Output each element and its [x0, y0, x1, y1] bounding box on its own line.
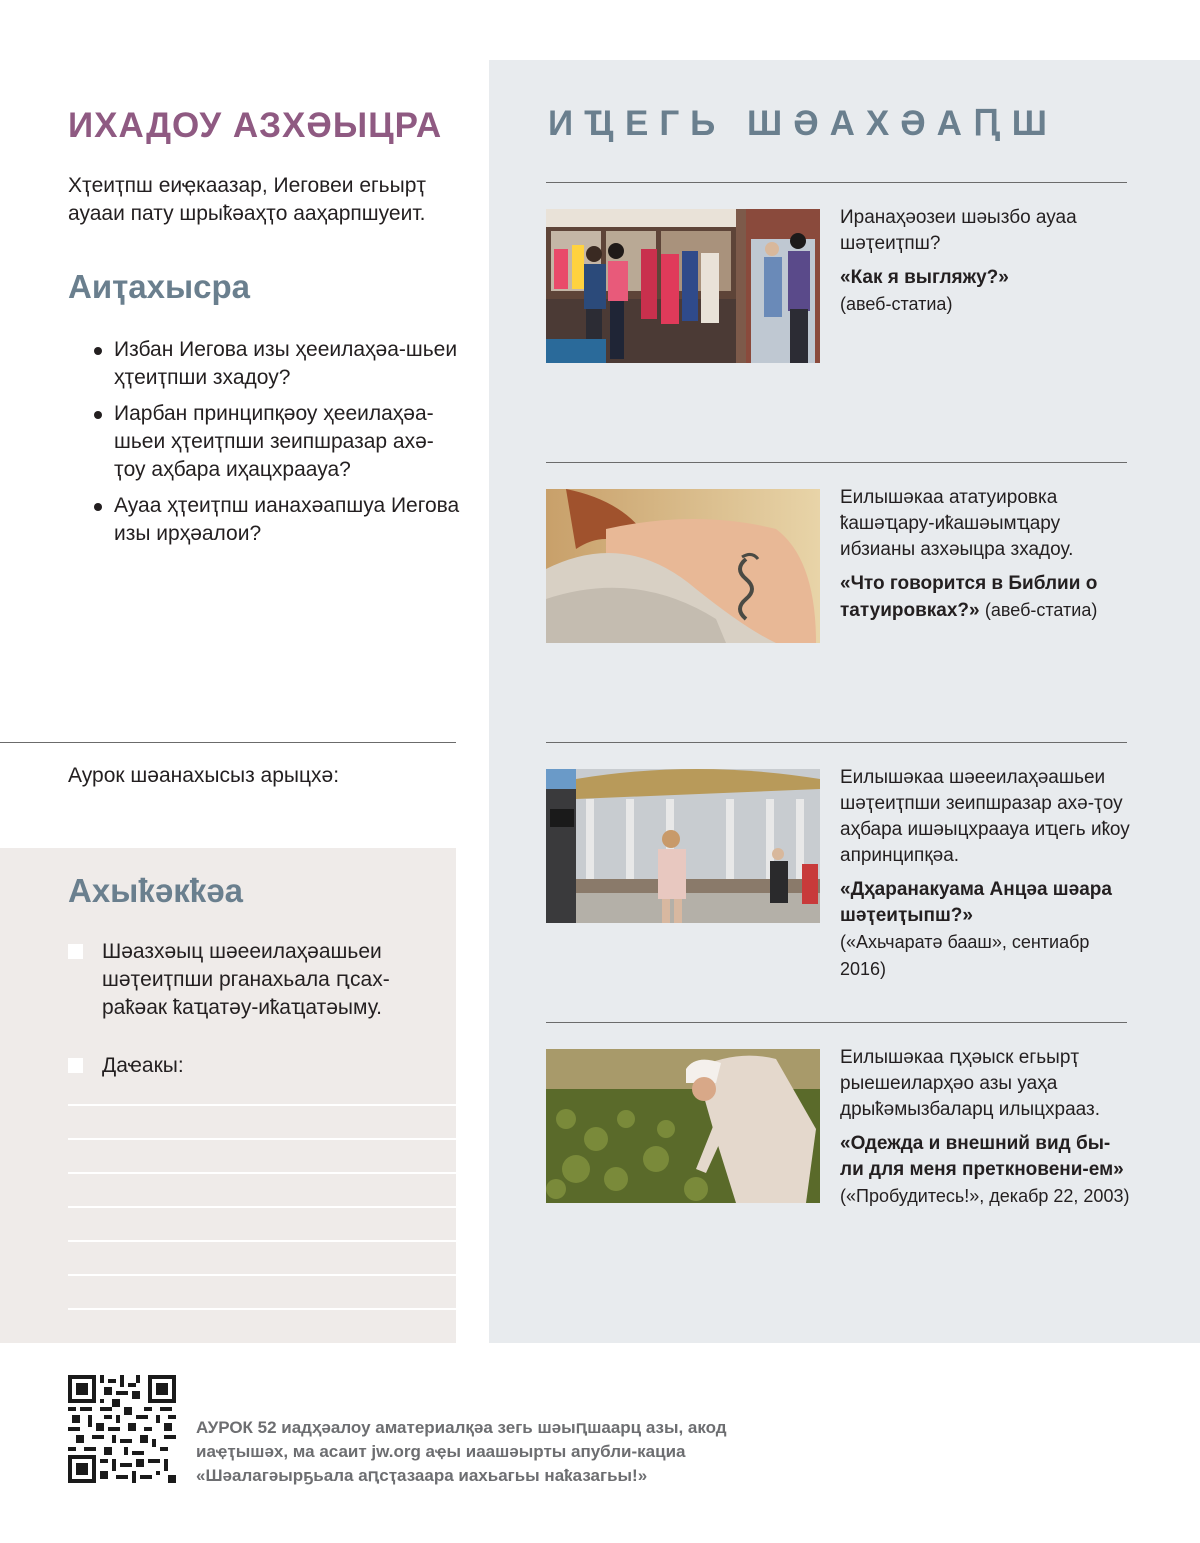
divider	[546, 462, 1127, 463]
clothing-store-photo	[546, 209, 820, 363]
checkbox-icon[interactable]	[68, 1058, 83, 1073]
explore-title: ИҴЕГЬ ШӘАХӘАԤШ	[548, 104, 1058, 143]
summary-title: ИХАДОУ АЗХӘЫЦРА	[68, 106, 443, 145]
goals-title: Ахыҟәкҟәа	[68, 872, 243, 909]
review-questions	[92, 336, 462, 556]
goals-box	[0, 848, 456, 1343]
goal-item	[68, 1052, 448, 1080]
goal-text: Даҽакы:	[102, 1054, 184, 1077]
review-question: Ауаа ҳҭеиҭпш ианахәапшуа Иегова изы ирҳәалои?	[92, 492, 462, 548]
article-source: («Пробудитесь!», декабр 22, 2003)	[840, 1186, 1130, 1206]
article-link[interactable]: «Одежда и внешний вид бы-ли для меня преткновени-ем»	[840, 1133, 1124, 1180]
explore-lead: Еилышәкаа ататуировка ҟашәҵару-иҟашәымҵару ибзианы азхәыцра зхадоу.	[840, 487, 1074, 560]
footer-text: АУРОК 52 иадҳәалоу аматериалқәа зегь шәыԥшаарц азы, акод иаҿҭышәх, ма асаит jw.org аҿы иаашәырты апубли-кациа «Шәалагәырҕьала аԥсҭазаара иахьагьы наҟазагьы!»	[196, 1418, 727, 1485]
write-line[interactable]	[68, 1274, 456, 1276]
completed-date-label: Аурок шәанахысыз арыцхә:	[68, 764, 340, 787]
checkbox-icon[interactable]	[68, 944, 83, 959]
explore-lead: Иранаҳәозеи шәызбо ауаа шәҭеиҭпш?	[840, 207, 1077, 254]
write-line[interactable]	[68, 1138, 456, 1140]
qr-code-icon[interactable]	[68, 1375, 176, 1483]
article-link[interactable]: «Дҳаранакуама Анцәа шәара шәҭеиҭыпш?»	[840, 879, 1112, 926]
write-line[interactable]	[68, 1104, 456, 1106]
review-title: Аиҭахысра	[68, 268, 251, 305]
article-link[interactable]: «Что говорится в Библии о татуировках?»	[840, 573, 1098, 621]
write-line[interactable]	[68, 1240, 456, 1242]
goal-text: Шәазхәыц шәееилаҳәашьеи шәҭеиҭпши рганахьала ԥсах-раҟәак ҟаҵатәу-иҟаҵатәыму.	[102, 940, 390, 1019]
field-worker-photo	[546, 1049, 820, 1203]
divider	[546, 742, 1127, 743]
explore-item-text	[840, 205, 1130, 318]
write-line[interactable]	[68, 1172, 456, 1174]
goal-item	[68, 938, 448, 1022]
review-question: Иарбан принципқәоу ҳееилаҳәа-шьеи ҳҭеиҭпши зеипшразар ахә-ҭоу аҳбара иҳацхраауа?	[92, 400, 462, 484]
divider	[0, 742, 456, 743]
divider	[546, 1022, 1127, 1023]
write-line[interactable]	[68, 1206, 456, 1208]
explore-item-text	[840, 1045, 1130, 1210]
article-source: (авеб-статиа)	[984, 600, 1098, 620]
explore-item-text	[840, 485, 1130, 624]
article-source: (авеб-статиа)	[840, 294, 953, 314]
review-question: Избан Иегова изы ҳееилаҳәа-шьеи ҳҭеиҭпши зхадоу?	[92, 336, 462, 392]
stadium-reporter-photo	[546, 769, 820, 923]
explore-lead: Еилышәкаа ԥҳәыск егьырҭ рыешеиларҳәо азы уаҳа дрыҟәмызбаларц илыцхрааз.	[840, 1047, 1101, 1120]
tattoo-shoulder-photo	[546, 489, 820, 643]
divider	[546, 182, 1127, 183]
summary-text: Хҭеиҭпш еиҿкаазар, Иеговеи егьырҭ ауааи пату шрыҟәаҳҭо ааҳарпшуеит.	[68, 174, 427, 225]
article-source: («Ахьчаратә бааш», сентиабр 2016)	[840, 932, 1090, 979]
explore-item-text	[840, 765, 1130, 983]
write-line[interactable]	[68, 1308, 456, 1310]
article-link[interactable]: «Как я выгляжу?»	[840, 267, 1009, 288]
explore-lead: Еилышәкаа шәееилаҳәашьеи шәҭеиҭпши зеипшразар ахә-ҭоу аҳбара ишәыцхраауа иҵегь иҟоу апринципқәа.	[840, 767, 1130, 866]
